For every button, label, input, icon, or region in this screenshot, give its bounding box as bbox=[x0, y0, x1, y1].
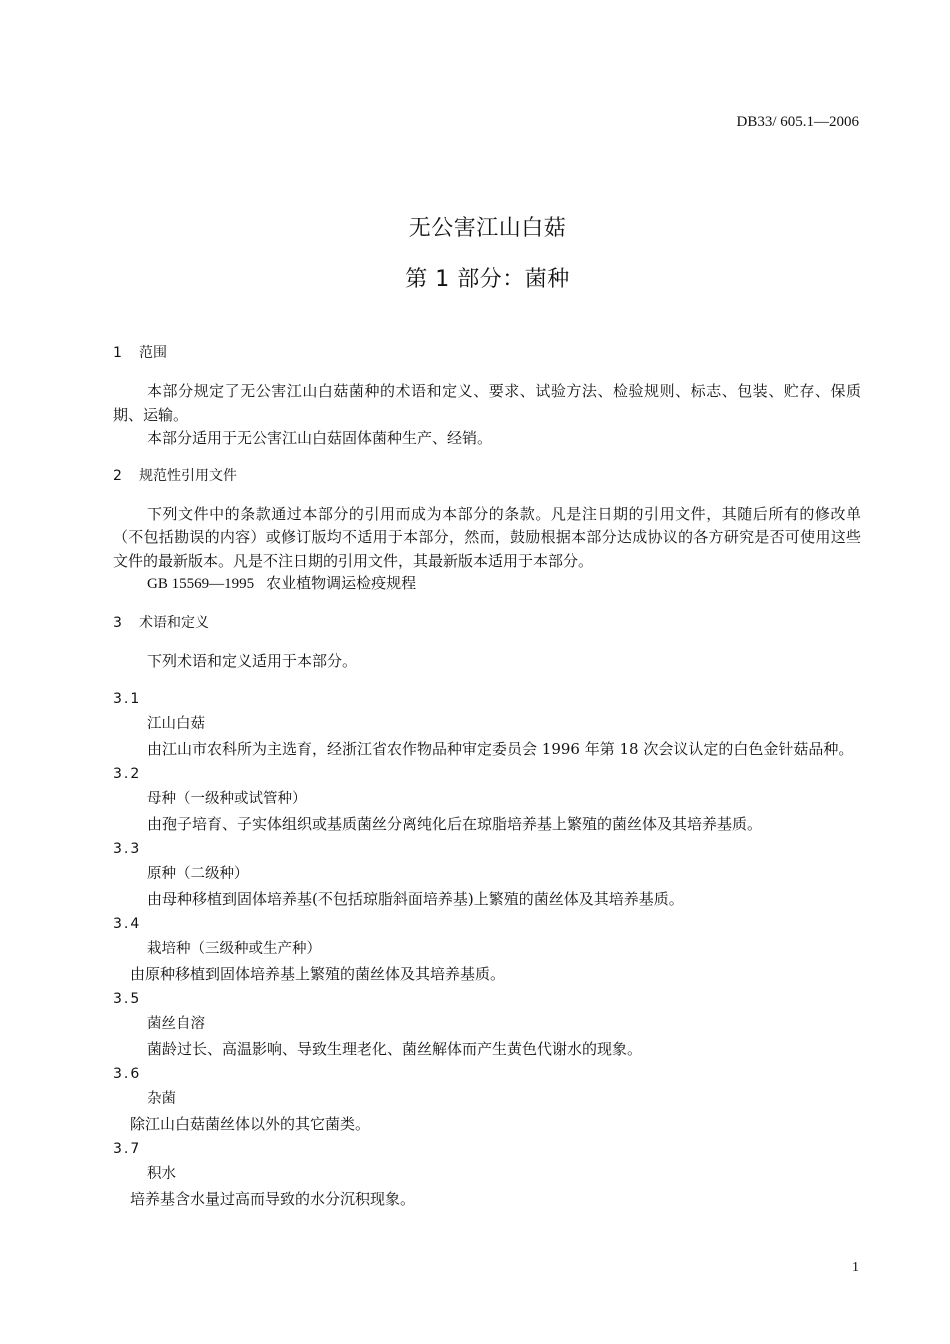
term-entry bbox=[113, 1062, 861, 1137]
term-name: 菌丝自溶 bbox=[147, 1016, 205, 1032]
term-entry bbox=[113, 837, 861, 912]
paragraph: 本部分适用于无公害江山白菇固体菌种生产、经销。 bbox=[147, 429, 493, 447]
term-name: 栽培种（三级种或生产种） bbox=[147, 941, 321, 957]
document-part-title: 第 1 部分：菌种 bbox=[405, 267, 570, 292]
term-definition: 培养基含水量过高而导致的水分沉积现象。 bbox=[130, 1190, 416, 1208]
paragraph: 本部分规定了无公害江山白菇菌种的术语和定义、要求、试验方法、检验规则、标志、包装、贮存、保质期、运输。 bbox=[113, 382, 861, 424]
term-name: 杂菌 bbox=[147, 1091, 176, 1107]
section-title: 术语和定义 bbox=[139, 614, 209, 631]
term-entry bbox=[113, 687, 861, 762]
section-title: 范围 bbox=[139, 345, 167, 361]
document-body bbox=[113, 342, 861, 1212]
term-name: 母种（一级种或试管种） bbox=[147, 791, 307, 807]
section-number: 2 bbox=[113, 467, 122, 484]
section-number: 1 bbox=[113, 345, 122, 361]
term-definition: 除江山白菇菌丝体以外的其它菌类。 bbox=[130, 1115, 371, 1133]
paragraph: 下列文件中的条款通过本部分的引用而成为本部分的条款。凡是注日期的引用文件，其随后所有的修改单（不包括勘误的内容）或修订版均不适用于本部分，然而，鼓励根据本部分达成协议的各方研究是否可使用这些文件的最新版本。凡是不注日期的引用文件，其最新版本适用于本部分。 bbox=[113, 504, 861, 570]
term-number: 3.1 bbox=[113, 691, 142, 707]
term-name: 积水 bbox=[147, 1166, 176, 1182]
paragraph: 下列术语和定义适用于本部分。 bbox=[147, 651, 358, 670]
term-definition: 由江山市农科所为主选育，经浙江省农作物品种审定委员会 1996 年第 18 次会议认定的白色金针菇品种。 bbox=[147, 740, 854, 758]
term-entry bbox=[113, 987, 861, 1062]
section-heading-terms bbox=[113, 612, 861, 635]
normative-reference bbox=[147, 573, 861, 597]
term-number: 3.7 bbox=[113, 1141, 142, 1157]
document-title: 无公害江山白菇 bbox=[408, 216, 567, 241]
term-number: 3.4 bbox=[113, 916, 142, 932]
section-number: 3 bbox=[113, 614, 122, 631]
term-definition: 由孢子培育、子实体组织或基质菌丝分离纯化后在琼脂培养基上繁殖的菌丝体及其培养基质。 bbox=[147, 815, 763, 833]
page-number: 1 bbox=[852, 1260, 859, 1275]
reference-code: GB 15569—1995 bbox=[147, 576, 255, 592]
term-entry bbox=[113, 1137, 861, 1212]
term-number: 3.6 bbox=[113, 1066, 142, 1082]
standard-code: DB33/ 605.1—2006 bbox=[736, 114, 859, 130]
section-heading-references bbox=[113, 465, 861, 488]
term-number: 3.5 bbox=[113, 991, 142, 1007]
term-number: 3.3 bbox=[113, 841, 142, 857]
term-entry bbox=[113, 912, 861, 987]
reference-title: 农业植物调运检疫规程 bbox=[266, 576, 417, 592]
term-definition: 菌龄过长、高温影响、导致生理老化、菌丝解体而产生黄色代谢水的现象。 bbox=[147, 1040, 643, 1058]
section-title: 规范性引用文件 bbox=[139, 467, 237, 484]
term-number: 3.2 bbox=[113, 766, 142, 782]
term-definition: 由母种移植到固体培养基(不包括琼脂斜面培养基)上繁殖的菌丝体及其培养基质。 bbox=[147, 890, 684, 908]
term-definition: 由原种移植到固体培养基上繁殖的菌丝体及其培养基质。 bbox=[130, 965, 506, 983]
term-name: 江山白菇 bbox=[147, 716, 205, 732]
term-entry bbox=[113, 762, 861, 837]
term-name: 原种（二级种） bbox=[147, 866, 249, 882]
section-heading-scope bbox=[113, 342, 861, 365]
